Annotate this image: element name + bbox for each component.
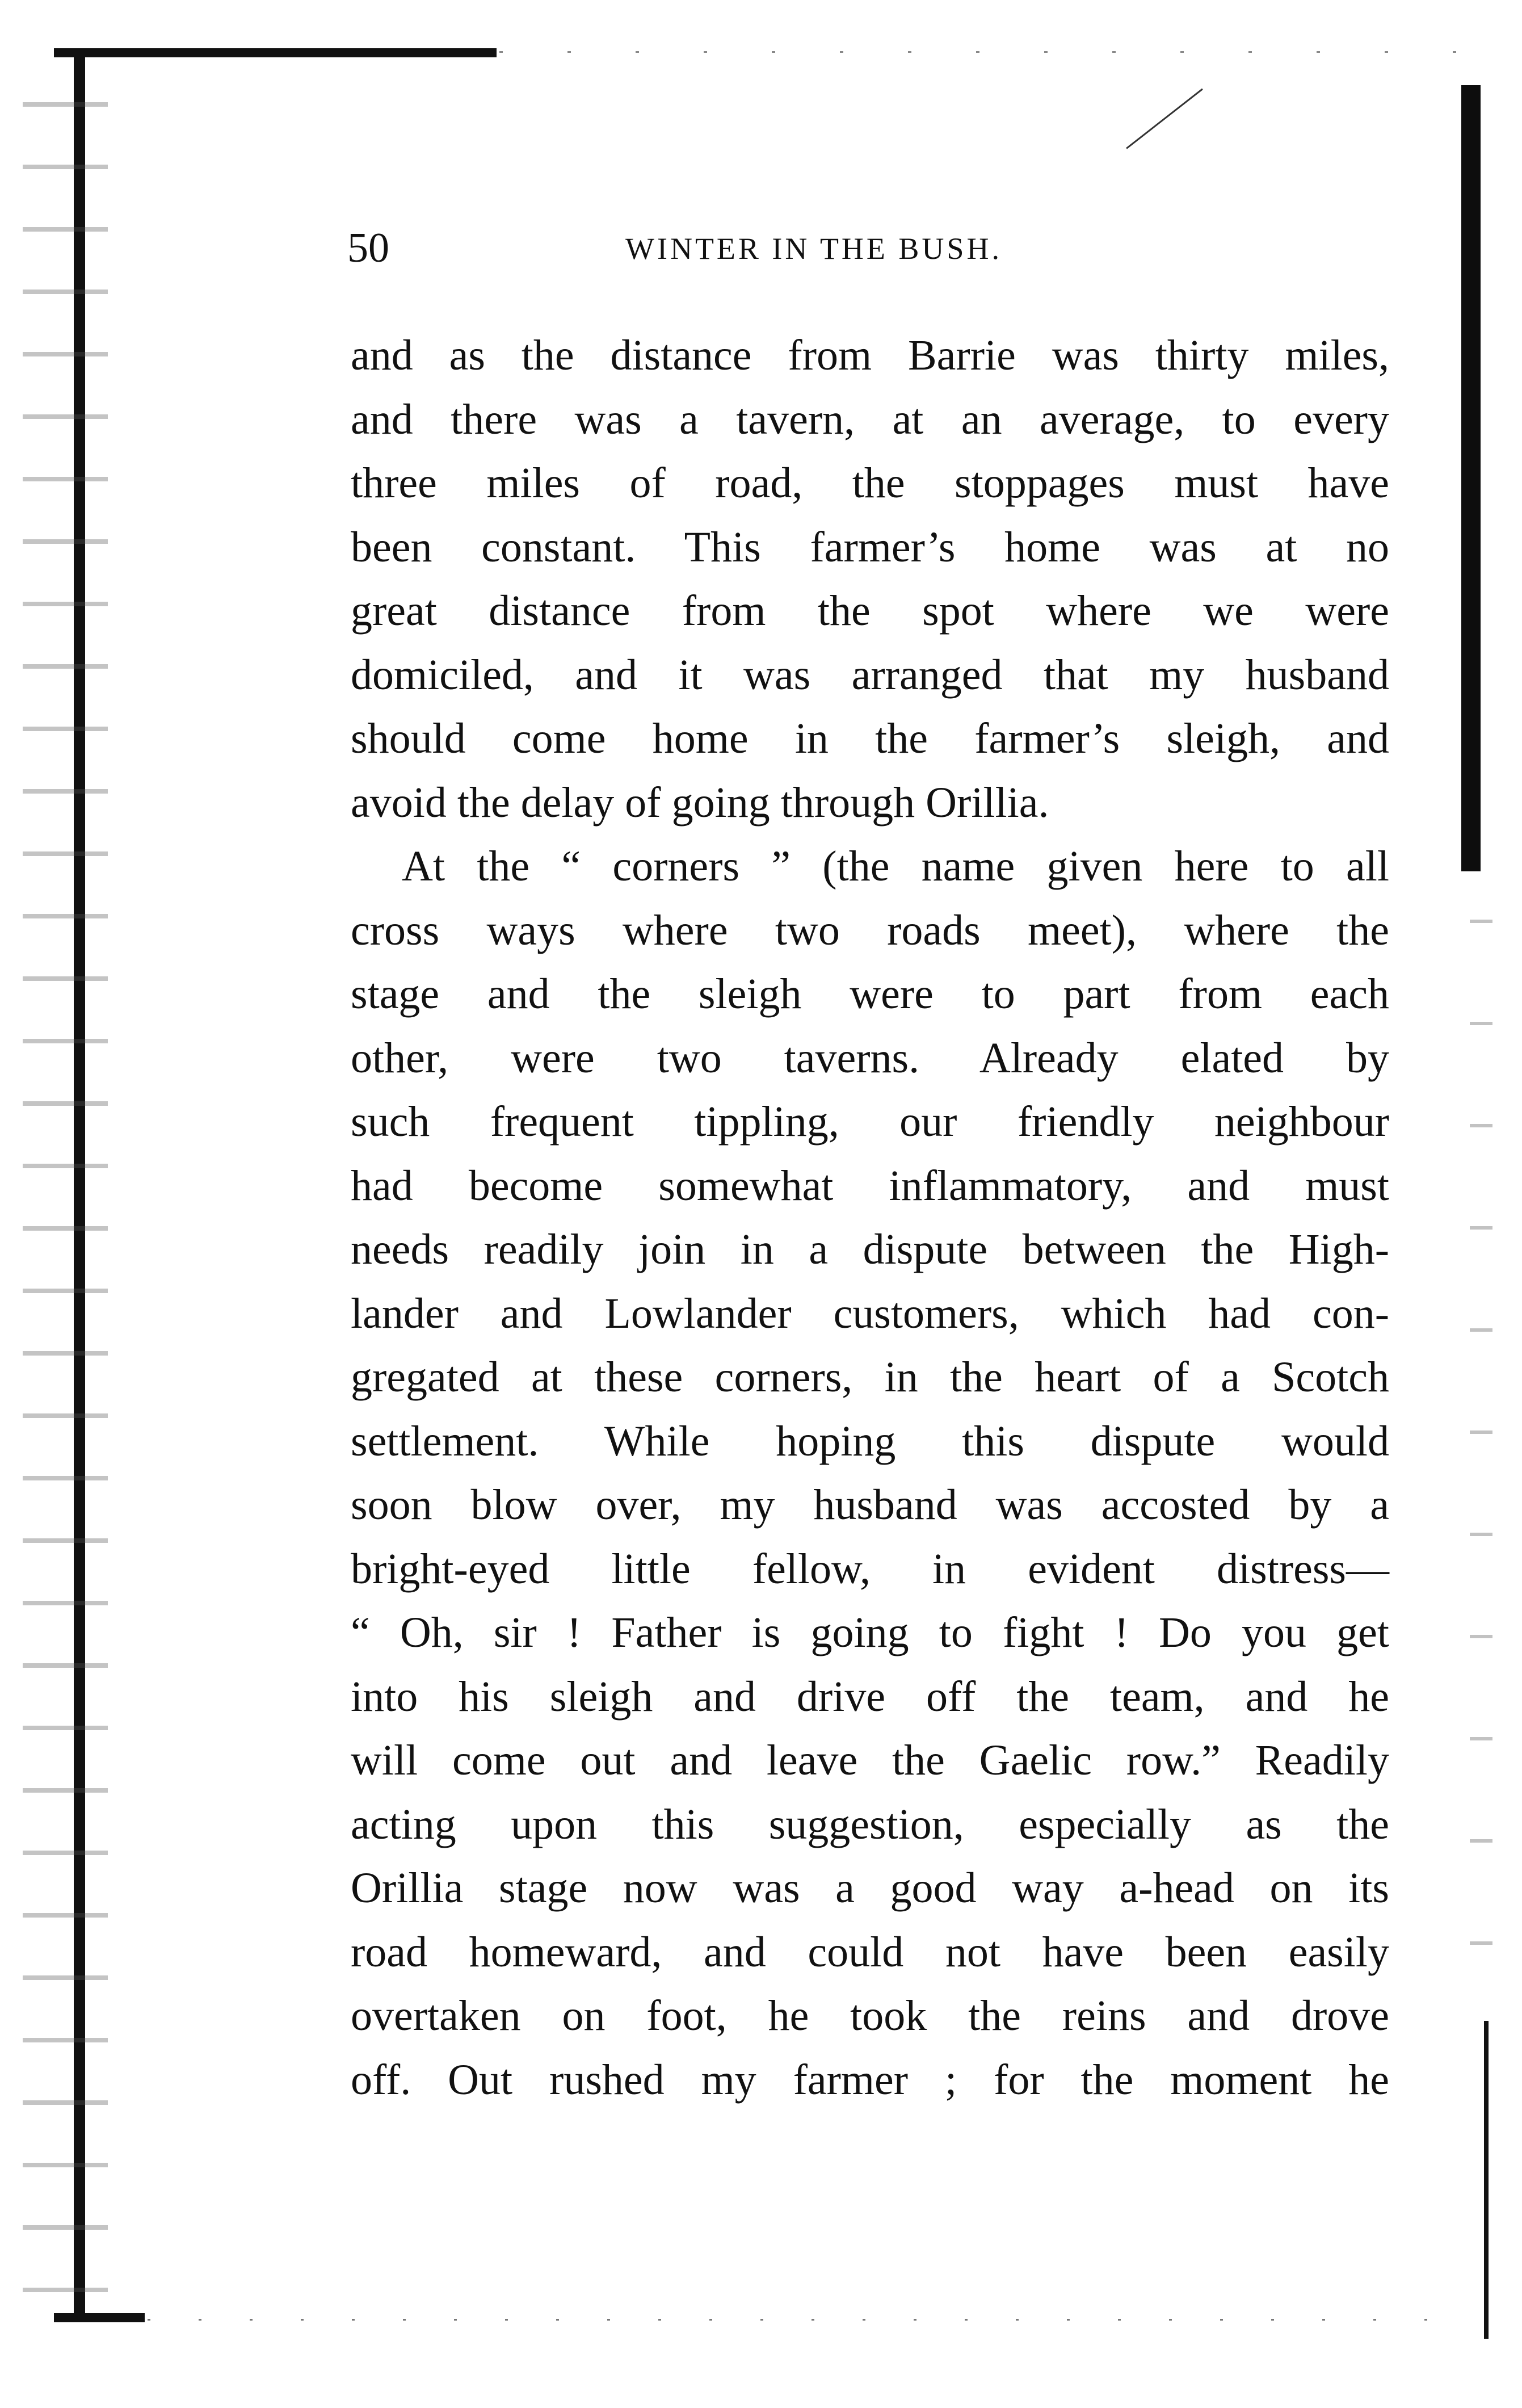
running-head — [347, 223, 1414, 274]
running-title: WINTER IN THE BUSH. — [625, 232, 1002, 266]
body-text — [351, 324, 1389, 2112]
text-line: Orillia stage now was a good way a-head on its — [351, 1864, 1389, 1912]
text-line: needs readily join in a dispute between the High- — [351, 1226, 1389, 1273]
page-number: 50 — [347, 225, 389, 271]
text-line: overtaken on foot, he took the reins and drove — [351, 1992, 1389, 2040]
text-line: gregated at these corners, in the heart of a Scotch — [351, 1353, 1389, 1401]
text-line: lander and Lowlander customers, which had con- — [351, 1289, 1389, 1337]
text-line: avoid the delay of going through Orillia. — [351, 778, 1049, 827]
text-line: domiciled, and it was arranged that my husband — [351, 651, 1389, 699]
text-line: other, were two taverns. Already elated by — [351, 1034, 1389, 1082]
text-line: such frequent tippling, our friendly neighbour — [351, 1098, 1389, 1146]
text-line: been constant. This farmer’s home was at no — [351, 523, 1389, 571]
text-line: off. Out rushed my farmer ; for the moment he — [351, 2055, 1389, 2104]
text-line: great distance from the spot where we were — [351, 587, 1389, 635]
pen-mark — [1126, 89, 1203, 149]
page-edge-right-specks — [1470, 886, 1492, 2021]
text-line: settlement. While hoping this dispute would — [351, 1417, 1389, 1465]
text-line: road homeward, and could not have been easily — [351, 1928, 1389, 1976]
page-edge-bottom — [54, 2313, 145, 2322]
page-edge-bottom-specks — [148, 2319, 1453, 2321]
text-line: stage and the sleigh were to part from each — [351, 970, 1389, 1018]
text-line: should come home in the farmer’s sleigh, and — [351, 715, 1389, 762]
page-edge-right-line — [1484, 2021, 1489, 2339]
page-edge-top — [54, 48, 497, 57]
text-line: acting upon this suggestion, especially as the — [351, 1800, 1389, 1848]
text-line: cross ways where two roads meet), where the — [351, 906, 1389, 954]
text-line: three miles of road, the stoppages must have — [351, 459, 1389, 507]
text-line: will come out and leave the Gaelic row.” Readily — [351, 1736, 1389, 1784]
text-line: and as the distance from Barrie was thirty miles, — [351, 332, 1389, 379]
page-edge-top-specks — [499, 51, 1464, 53]
text-line: and there was a tavern, at an average, to every — [351, 395, 1389, 443]
text-line: “ Oh, sir ! Father is going to fight ! Do you get — [351, 1609, 1389, 1656]
text-line: bright-eyed little fellow, in evident distress— — [351, 1545, 1389, 1593]
page-edge-right-shadow — [1461, 85, 1481, 871]
text-line: had become somewhat inflammatory, and must — [351, 1161, 1389, 1210]
paragraph-start-line: At the “ corners ” (the name given here to all — [402, 842, 1389, 890]
text-line: into his sleigh and drive off the team, and he — [351, 1672, 1389, 1721]
page-edge-left-specks — [23, 79, 108, 2293]
text-line: soon blow over, my husband was accosted by a — [351, 1481, 1389, 1529]
